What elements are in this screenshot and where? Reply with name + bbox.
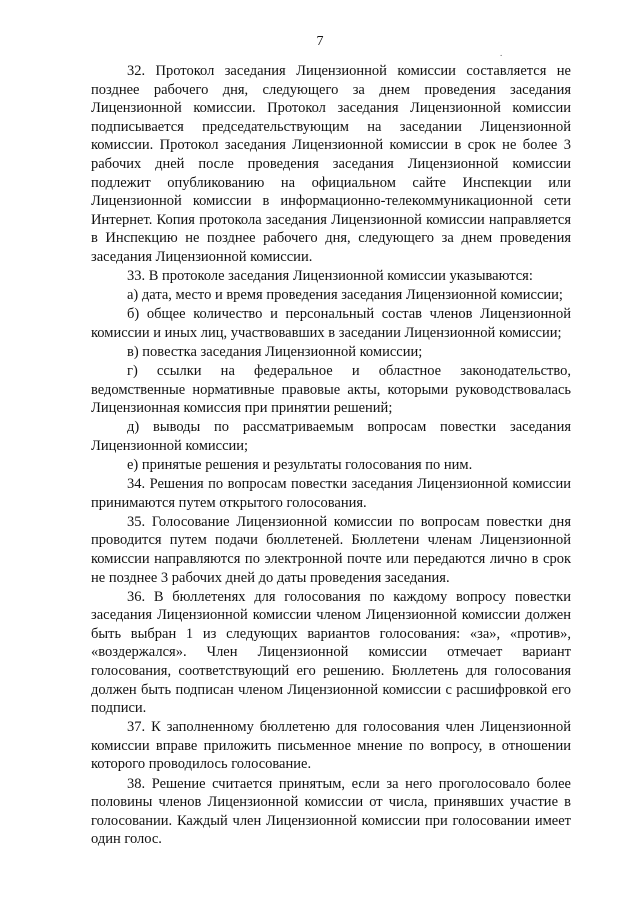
- page-number: 7: [316, 34, 324, 49]
- paragraph-34: 34. Решения по вопросам повестки заседания Лицензионной комиссии принимаются путем открытого голосования.: [91, 476, 571, 511]
- list-item-b: б) общее количество и персональный состав членов Лицензионной комиссии и иных лиц, участвовавших в заседании Лицензионной комиссии;: [91, 306, 571, 341]
- paragraph-37: 37. К заполненному бюллетеню для голосования член Лицензионной комиссии вправе приложить письменное мнение по вопросу, в отношении которого проводилось голосование.: [91, 719, 571, 773]
- paragraph-35: 35. Голосование Лицензионной комиссии по вопросам повестки дня проводится путем подачи бюллетеней. Бюллетени членам Лицензионной комиссии направляются по электронной почте или передаются лично в срок не позднее 3 рабочих дней до даты проведения заседания.: [91, 513, 571, 586]
- paragraph-38: 38. Решение считается принятым, если за него проголосовало более половины членов Лицензионной комиссии от числа, принявших участие в голосовании. Каждый член Лицензионной комиссии при голосовании имеет один голос.: [91, 775, 571, 848]
- list-item-d: д) выводы по рассматриваемым вопросам повестки заседания Лицензионной комиссии;: [91, 419, 571, 454]
- list-item-e: е) принятые решения и результаты голосования по ним.: [127, 456, 473, 473]
- paragraph-32: 32. Протокол заседания Лицензионной комиссии составляется не позднее рабочего дня, следующего за днем проведения заседания Лицензионной комиссии. Протокол заседания Лицензионной комиссии подписывается председательствующим на заседании Лицензионной комиссии. Протокол заседания Лицензионной комиссии в срок не более 3 рабочих дней после проведения заседания Лицензионной комиссии подлежит опубликованию на официальном сайте Инспекции или Лицензионной комиссии в информационно-телекоммуникационной сети Интернет. Копия протокола заседания Лицензионной комиссии направляется в Инспекцию не позднее рабочего дня, следующего за днем проведения заседания Лицензионной комиссии.: [91, 63, 571, 265]
- list-item-v: в) повестка заседания Лицензионной комиссии;: [127, 343, 423, 360]
- list-item-a: а) дата, место и время проведения заседания Лицензионной комиссии;: [127, 287, 563, 304]
- list-item-g: г) ссылки на федеральное и областное законодательство, ведомственные нормативные правовые акты, которыми руководствовалась Лицензионная комиссия при принятии решений;: [91, 363, 571, 417]
- document-body: [91, 62, 571, 849]
- paragraph-36: 36. В бюллетенях для голосования по каждому вопросу повестки заседания Лицензионной комиссии членом Лицензионной комиссии должен быть выбран 1 из следующих вариантов голосования: «за», «против», «воздержался». Член Лицензионной комиссии отмечает вариант голосования, соответствующий его решению. Бюллетень для голосования должен быть подписан членом Лицензионной комиссии с расшифровкой его подписи.: [91, 588, 571, 717]
- paragraph-33: 33. В протоколе заседания Лицензионной комиссии указываются:: [127, 268, 533, 285]
- corner-mark: .: [500, 48, 503, 58]
